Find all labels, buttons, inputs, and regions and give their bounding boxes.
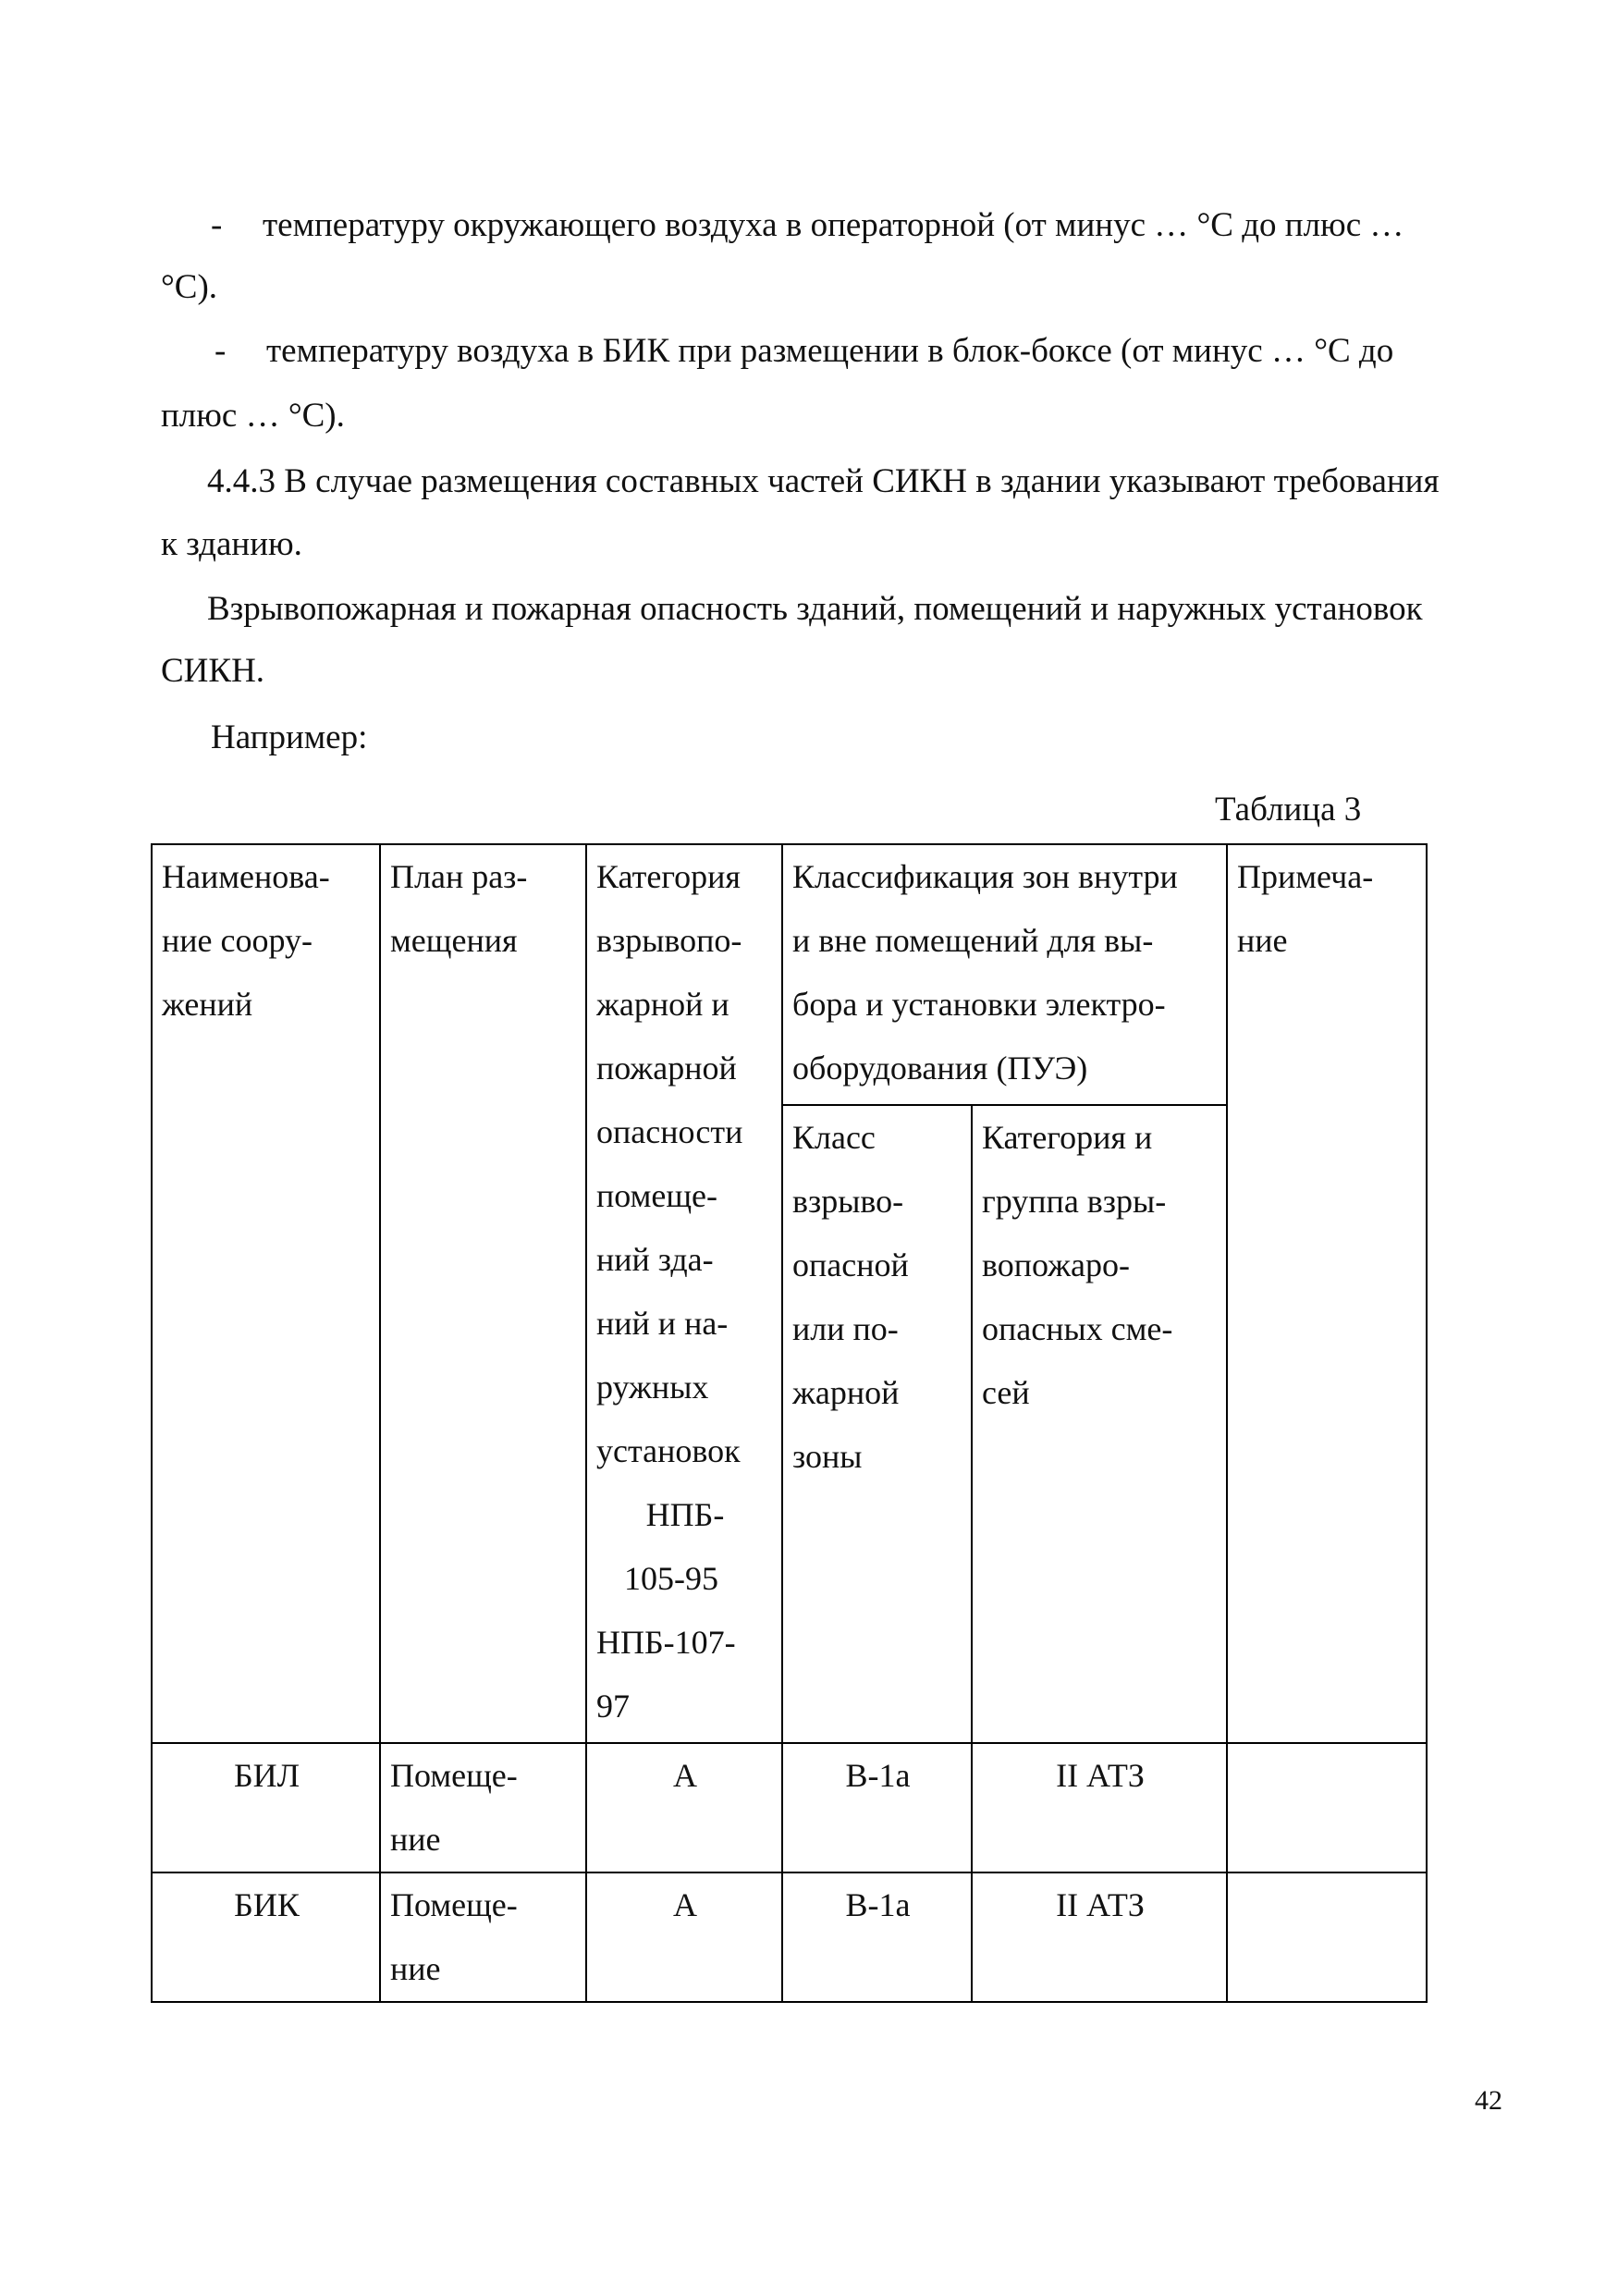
table-caption: Таблица 3 bbox=[1215, 791, 1362, 829]
header-zone-class bbox=[782, 1105, 972, 1743]
header-mix-category-line: группа взры- bbox=[982, 1183, 1167, 1220]
header-category-line: пожарной bbox=[596, 1050, 737, 1087]
header-classification-line: Классификация зон внутри bbox=[792, 858, 1178, 895]
cell-zone-class: В-1а bbox=[782, 1872, 972, 2002]
cell-plan-line: ние bbox=[390, 1821, 441, 1858]
header-mix-category bbox=[972, 1105, 1227, 1743]
table-row bbox=[152, 1872, 1427, 2002]
cell-mix-category: II АТЗ bbox=[972, 1872, 1227, 2002]
bullet-1-line-2: °С). bbox=[161, 268, 218, 306]
header-mix-category-line: Категория и bbox=[982, 1119, 1153, 1156]
header-classification-line: и вне помещений для вы- bbox=[792, 922, 1154, 959]
cell-zone-class: В-1а bbox=[782, 1743, 972, 1872]
header-name bbox=[152, 844, 380, 1743]
cell-note bbox=[1227, 1872, 1427, 2002]
bullet-dash: - bbox=[215, 332, 227, 370]
paragraph-4-4-3-line-1: 4.4.3 В случае размещения составных частей СИКН в здании указывают требования bbox=[207, 462, 1440, 500]
header-category-line: НПБ- bbox=[645, 1496, 725, 1533]
fire-hazard-line-1: Взрывопожарная и пожарная опасность зданий, помещений и наружных установок bbox=[207, 590, 1423, 628]
cell-mix-category: II АТЗ bbox=[972, 1743, 1227, 1872]
paragraph-4-4-3-line-2: к зданию. bbox=[161, 525, 302, 563]
header-name-line: жений bbox=[162, 986, 253, 1023]
header-mix-category-line: вопожаро- bbox=[982, 1246, 1130, 1283]
cell-note bbox=[1227, 1743, 1427, 1872]
header-zone-class-line: Класс bbox=[792, 1119, 876, 1156]
fire-hazard-line-2: СИКН. bbox=[161, 652, 265, 690]
cell-plan bbox=[380, 1872, 586, 2002]
header-category-line: жарной и bbox=[596, 986, 729, 1023]
header-name-line: Наименова- bbox=[162, 858, 330, 895]
header-category-line: установок bbox=[596, 1432, 741, 1469]
header-zone-class-line: взрыво- bbox=[792, 1183, 904, 1220]
bullet-2-line-2: плюс … °С). bbox=[161, 397, 345, 435]
header-mix-category-line: опасных сме- bbox=[982, 1310, 1173, 1347]
bullet-2-line-1: температуру воздуха в БИК при размещении в блок-боксе (от минус … °С до bbox=[266, 332, 1394, 370]
cell-name: БИЛ bbox=[152, 1743, 380, 1872]
header-category-line: Категория bbox=[596, 858, 741, 895]
header-zone-class-line: опасной bbox=[792, 1246, 909, 1283]
header-category bbox=[586, 844, 782, 1743]
header-note-line: ние bbox=[1237, 922, 1288, 959]
header-category-line: помеще- bbox=[596, 1177, 718, 1214]
cell-name: БИК bbox=[152, 1872, 380, 2002]
table-row bbox=[152, 1743, 1427, 1872]
header-zone-class-line: зоны bbox=[792, 1438, 863, 1475]
header-category-line: взрывопо- bbox=[596, 922, 742, 959]
cell-category: А bbox=[586, 1872, 782, 2002]
header-note bbox=[1227, 844, 1427, 1743]
bullet-dash: - bbox=[211, 206, 223, 244]
header-mix-category-line: сей bbox=[982, 1374, 1030, 1411]
page-number: 42 bbox=[1475, 2085, 1502, 2116]
header-category-line: ний зда- bbox=[596, 1241, 714, 1278]
cell-plan-line: Помеще- bbox=[390, 1757, 518, 1794]
header-note-line: Примеча- bbox=[1237, 858, 1374, 895]
header-category-line: опасности bbox=[596, 1113, 743, 1150]
header-classification bbox=[782, 844, 1227, 1105]
header-category-line: ружных bbox=[596, 1369, 709, 1406]
header-plan-line: План раз- bbox=[390, 858, 528, 895]
bullet-1-line-1: температуру окружающего воздуха в операторной (от минус … °С до плюс … bbox=[263, 206, 1404, 244]
example-label: Например: bbox=[211, 718, 368, 756]
header-zone-class-line: жарной bbox=[792, 1374, 900, 1411]
header-category-line: ний и на- bbox=[596, 1305, 729, 1342]
cell-plan-line: Помеще- bbox=[390, 1886, 518, 1923]
header-classification-line: оборудования (ПУЭ) bbox=[792, 1050, 1088, 1087]
header-zone-class-line: или по- bbox=[792, 1310, 899, 1347]
cell-plan bbox=[380, 1743, 586, 1872]
header-category-line: НПБ-107- bbox=[596, 1624, 736, 1661]
header-classification-line: бора и установки электро- bbox=[792, 986, 1166, 1023]
cell-category: А bbox=[586, 1743, 782, 1872]
header-category-line: 105-95 bbox=[624, 1560, 718, 1597]
header-plan bbox=[380, 844, 586, 1743]
hazard-table bbox=[151, 843, 1428, 2003]
header-category-line: 97 bbox=[596, 1688, 630, 1725]
header-plan-line: мещения bbox=[390, 922, 518, 959]
cell-plan-line: ние bbox=[390, 1950, 441, 1987]
header-name-line: ние соору- bbox=[162, 922, 313, 959]
